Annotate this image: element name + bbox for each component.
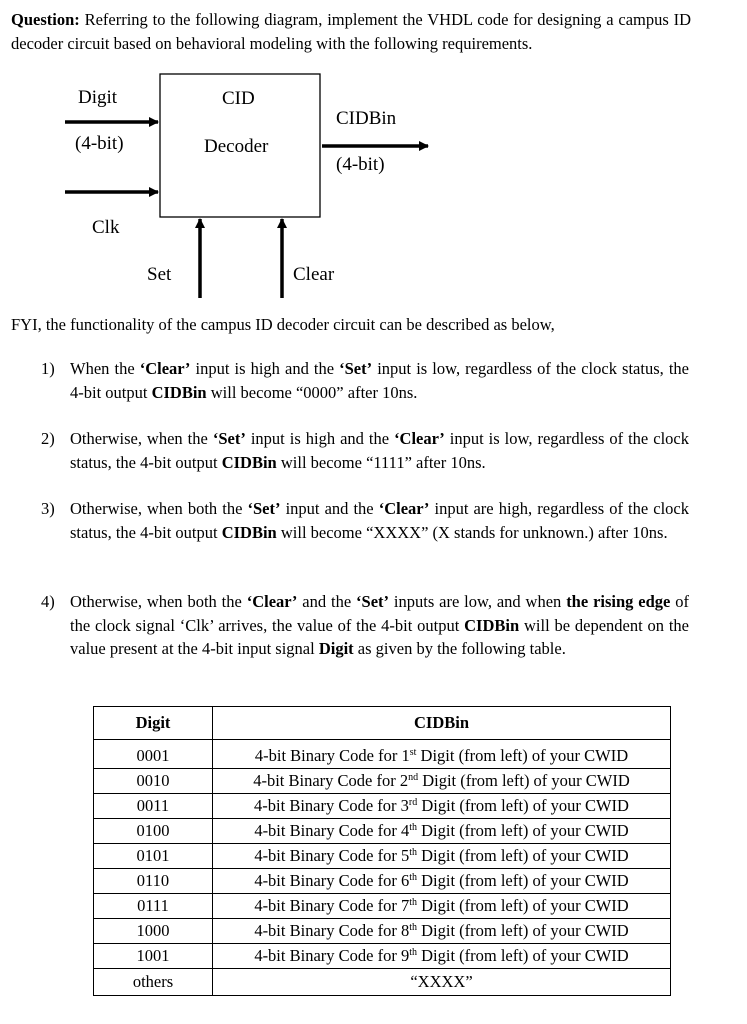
table-row xyxy=(94,869,671,894)
digit-cell: 0111 xyxy=(94,894,213,919)
cidbin-cell: 4-bit Binary Code for 7th Digit (from left) of your CWID xyxy=(213,894,671,919)
block-title-line2: Decoder xyxy=(204,136,269,157)
table-row-others xyxy=(94,969,671,996)
digit-cell: 0001 xyxy=(94,740,213,769)
cidbin-cell: 4-bit Binary Code for 2nd Digit (from left) of your CWID xyxy=(213,769,671,794)
item-number: 4) xyxy=(41,592,55,611)
item-number: 3) xyxy=(41,499,55,518)
digit-label: Digit xyxy=(78,87,118,108)
fyi-paragraph: FYI, the functionality of the campus ID decoder circuit can be described as below, xyxy=(11,315,555,334)
item-number: 1) xyxy=(41,359,55,378)
cidbin-width-label: (4-bit) xyxy=(336,154,385,175)
cidbin-cell: 4-bit Binary Code for 3rd Digit (from left) of your CWID xyxy=(213,794,671,819)
table-row xyxy=(94,919,671,944)
cidbin-cell: 4-bit Binary Code for 5th Digit (from left) of your CWID xyxy=(213,844,671,869)
digit-cell: 0110 xyxy=(94,869,213,894)
item-text: When the ‘Clear’ input is high and the ‘Set’ input is low, regardless of the clock status, the 4-bit output CIDBin will become “0000” after 10ns. xyxy=(70,359,689,402)
table-header-digit: Digit xyxy=(94,707,213,740)
table-row xyxy=(94,740,671,769)
list-item-1 xyxy=(41,357,689,404)
digit-cell: 0010 xyxy=(94,769,213,794)
cidbin-label: CIDBin xyxy=(336,108,397,129)
cidbin-cell: 4-bit Binary Code for 4th Digit (from left) of your CWID xyxy=(213,819,671,844)
list-item-3 xyxy=(41,497,689,544)
clear-label: Clear xyxy=(293,264,335,285)
item-number: 2) xyxy=(41,429,55,448)
digit-cell: 1000 xyxy=(94,919,213,944)
list-item-2 xyxy=(41,427,689,474)
block-diagram xyxy=(0,0,747,310)
digit-cell: 0100 xyxy=(94,819,213,844)
cidbin-cell: “XXXX” xyxy=(213,969,671,996)
cwid-table xyxy=(93,706,671,996)
question-label: Question: xyxy=(11,10,80,29)
cidbin-cell: 4-bit Binary Code for 1st Digit (from left) of your CWID xyxy=(213,740,671,769)
digit-cell: 0101 xyxy=(94,844,213,869)
table-row xyxy=(94,894,671,919)
block-title-line1: CID xyxy=(222,88,255,109)
question-text: Referring to the following diagram, implement the VHDL code for designing a campus ID decoder circuit based on behavioral modeling with the following requirements. xyxy=(11,10,691,53)
cidbin-cell: 4-bit Binary Code for 6th Digit (from left) of your CWID xyxy=(213,869,671,894)
table-row xyxy=(94,819,671,844)
item-text: Otherwise, when both the ‘Set’ input and the ‘Clear’ input are high, regardless of the clock status, the 4-bit output CIDBin will become “XXXX” (X stands for unknown.) after 10ns. xyxy=(70,499,690,542)
clk-label: Clk xyxy=(92,217,120,238)
table-header-cidbin: CIDBin xyxy=(213,707,671,740)
table-row xyxy=(94,794,671,819)
cidbin-cell: 4-bit Binary Code for 9th Digit (from left) of your CWID xyxy=(213,944,671,969)
item-text: Otherwise, when both the ‘Clear’ and the ‘Set’ inputs are low, and when the rising edge of the clock signal ‘Clk’ arrives, the value of the 4-bit output CIDBin will be dependent on the value present at the 4-bit input signal Digit as given by the following table. xyxy=(70,592,690,658)
list-item-4 xyxy=(41,590,689,661)
set-label: Set xyxy=(147,264,172,285)
table-row xyxy=(94,769,671,794)
digit-cell: 0011 xyxy=(94,794,213,819)
cidbin-cell: 4-bit Binary Code for 8th Digit (from left) of your CWID xyxy=(213,919,671,944)
item-text: Otherwise, when the ‘Set’ input is high and the ‘Clear’ input is low, regardless of the clock status, the 4-bit output CIDBin will become “1111” after 10ns. xyxy=(70,429,689,472)
digit-cell: others xyxy=(94,969,213,996)
table-row xyxy=(94,944,671,969)
digit-cell: 1001 xyxy=(94,944,213,969)
table-row xyxy=(94,844,671,869)
digit-width-label: (4-bit) xyxy=(75,133,124,154)
